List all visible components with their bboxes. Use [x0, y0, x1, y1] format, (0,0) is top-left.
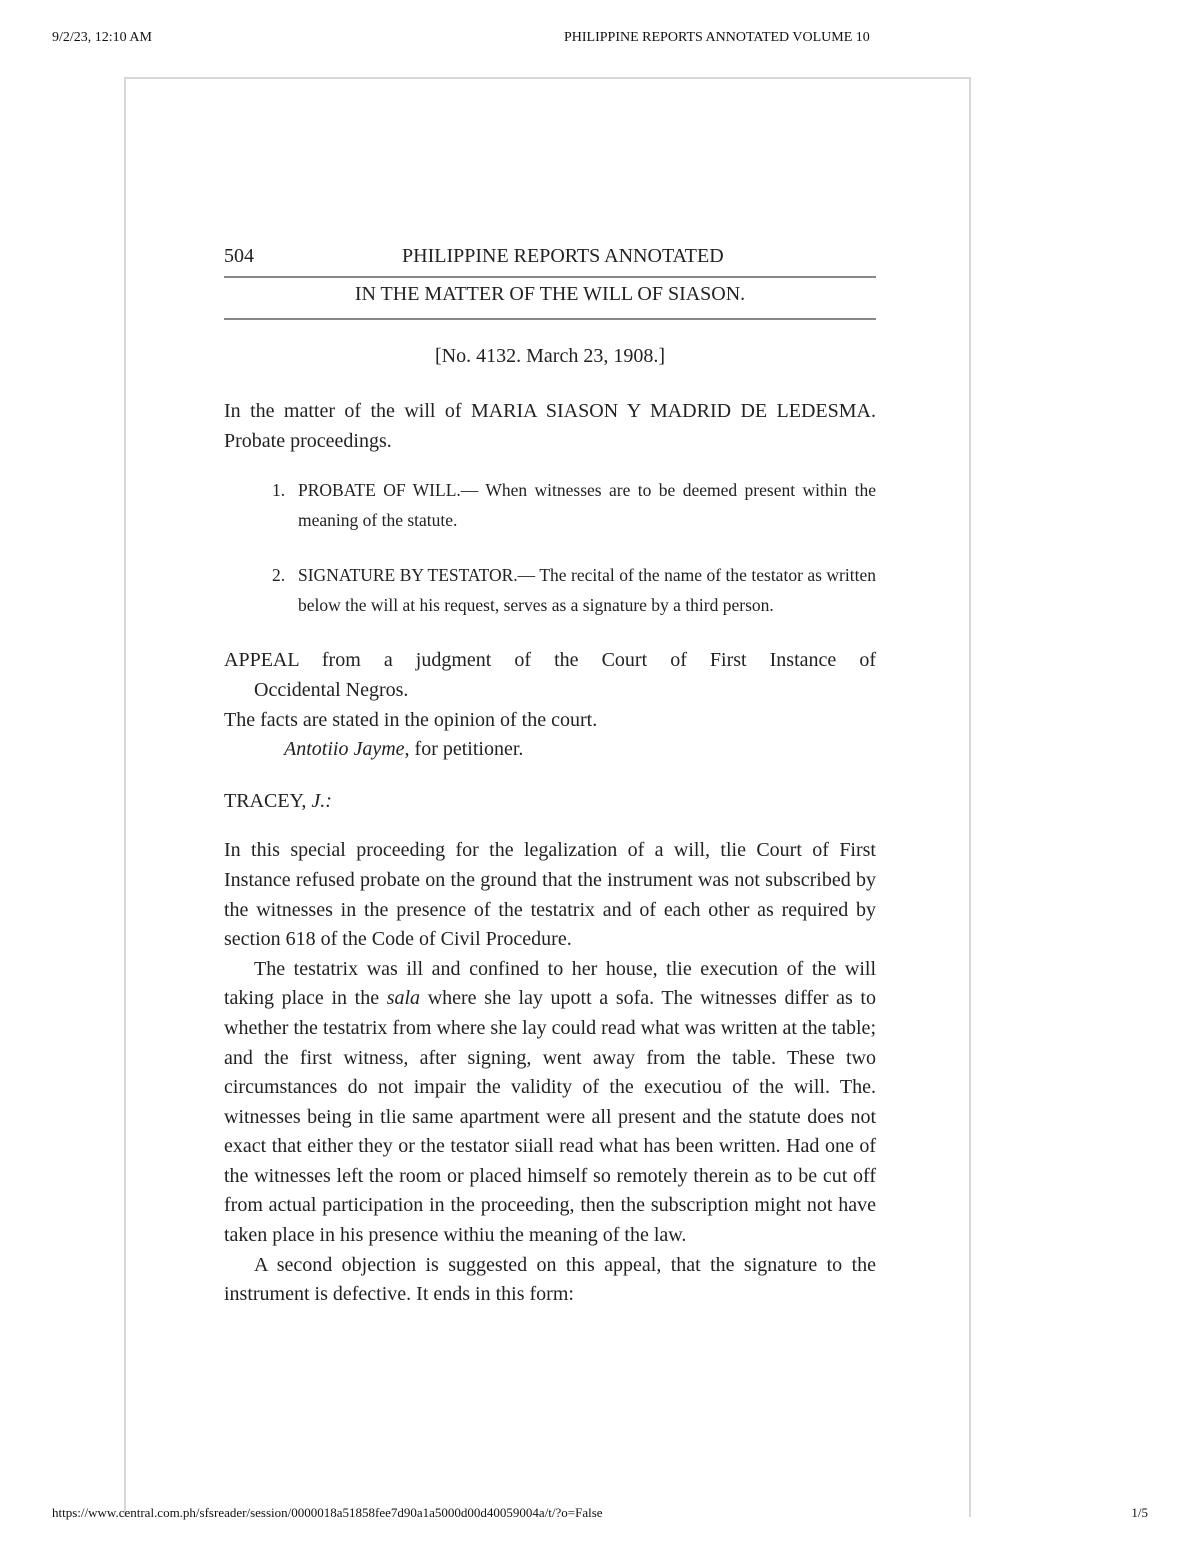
page-indicator: 1/5 — [1131, 1505, 1148, 1520]
counsel-line — [224, 735, 876, 765]
counsel-name: Antotiio Jayme — [284, 738, 405, 761]
appeal-statement — [224, 646, 876, 705]
opinion-paragraph: A second objection is suggested on this appeal, that the signature to the instrument is defective. It ends in this form: — [224, 1253, 876, 1306]
opinion-paragraph — [224, 955, 876, 1251]
print-datetime: 9/2/23, 12:10 AM — [52, 30, 152, 45]
case-title: IN THE MATTER OF THE WILL OF SIASON. — [354, 283, 746, 305]
syllabus-number: 1. — [272, 480, 286, 501]
source-url: https://www.central.com.ph/sfsreader/session/0000018a51858fee7d90a1a5000d00d40059004a/t/?o=False — [52, 1505, 603, 1520]
appeal-line: APPEAL from a judgment of the Court of First Instance of — [224, 649, 876, 672]
syllabus-list — [224, 476, 876, 620]
syllabus-text: SIGNATURE BY TESTATOR.— The recital of the name of the testator as written below the will at his request, serves as a signature by a third person. — [298, 565, 876, 615]
opinion-body — [224, 836, 876, 1310]
document-content — [224, 240, 876, 1310]
running-head — [224, 240, 876, 276]
syllabus-number: 2. — [272, 565, 286, 586]
print-footer — [52, 1505, 1148, 1525]
docket-number: [No. 4132. March 23, 1908.] — [435, 344, 665, 367]
print-header — [52, 30, 1148, 50]
print-title: PHILIPPINE REPORTS ANNOTATED VOLUME 10 — [564, 30, 870, 45]
appeal-line-continued: Occidental Negros. — [254, 678, 409, 701]
syllabus-item — [224, 476, 876, 535]
opinion-text: where she lay upott a sofa. The witnesses differ as to whether the testatrix from where she lay could read what was written at the table; and the first witness, after signing, went away from the table. These two circumstances do not impair the validity of the executiou of the will. The. witnesses being in tlie same apartment were all present and the statute does not exact that either they or the testator siiall read what has been written. Had one of the witnesses left the room or placed himself so remotely therein as to be cut off from actual participation in the proceeding, then the subscription might not have taken place in his presence withiu the meaning of the law. — [224, 987, 876, 1247]
facts-statement: The facts are stated in the opinion of the court. — [224, 708, 598, 731]
header-rule-bottom — [224, 318, 876, 320]
opinion-paragraph: In this special proceeding for the legalization of a will, tlie Court of First Instance refused probate on the ground that the instrument was not subscribed by the witnesses in the presence of the testatrix and of each other as required by section 618 of the Code of Civil Procedure. — [224, 839, 876, 951]
opinion-text: The testatrix was ill and confined to her house, tlie execution of the will taking place in the — [224, 957, 876, 1010]
judge-line — [224, 787, 876, 817]
opinion-italic-term: sala — [386, 987, 421, 1010]
judge-suffix: J.: — [311, 789, 332, 812]
parties-statement: In the matter of the will of MARIA SIASON Y MADRID DE LEDESMA. Probate proceedings. — [224, 400, 876, 452]
counsel-role: , for petitioner. — [404, 738, 524, 761]
judge-name: TRACEY, — [224, 789, 312, 812]
syllabus-text: PROBATE OF WILL.— When witnesses are to be deemed present within the meaning of the statute. — [298, 480, 876, 530]
page-number: 504 — [224, 245, 254, 267]
syllabus-item — [224, 561, 876, 620]
publication-title: PHILIPPINE REPORTS ANNOTATED — [402, 245, 724, 267]
